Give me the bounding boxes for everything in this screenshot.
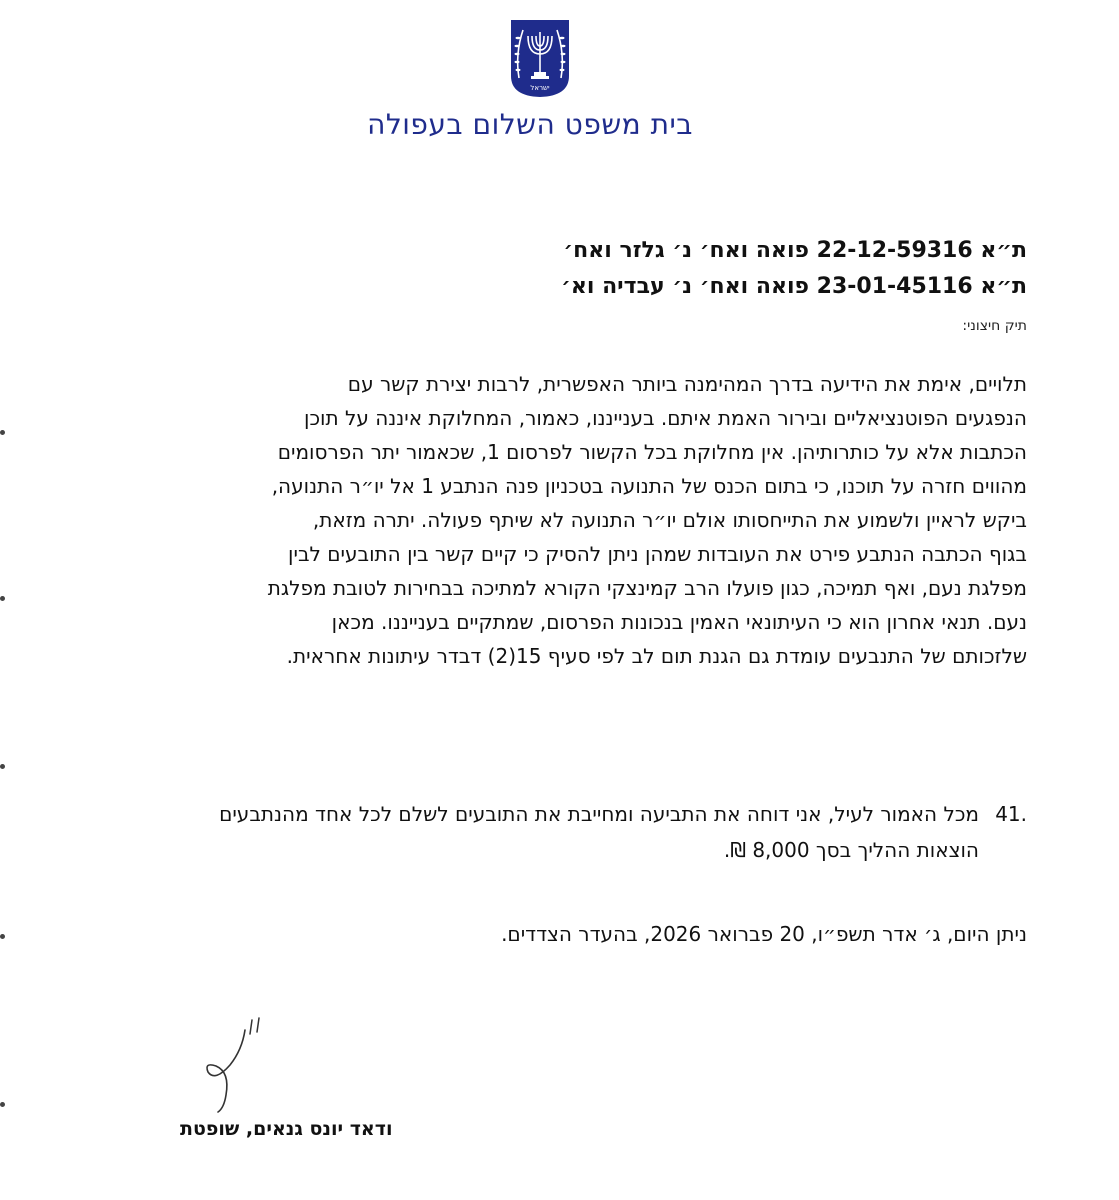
item-line: הוצאות ההליך בסך 8,000 ₪.	[723, 838, 979, 862]
given-date-line: ניתן היום, ג׳ אדר תשפ״ו, 20 פברואר 2026, בהעדר הצדדים.	[501, 922, 1027, 946]
item-body	[39, 796, 979, 868]
paragraph-line: מפלגת נעם, ואף תמיכה, כגון פועלו הרב קמינצקי הקורא למתיכה בבחירות לטובת מפלגת	[267, 576, 1027, 600]
paragraph-line: הנפגעים הפוטנציאליים ובירור האמת איתם. בענייננו, כאמור, המחלוקת איננה על תוכן	[304, 406, 1027, 430]
case-numbers	[427, 233, 1027, 305]
emblem-text: ישראל	[530, 84, 550, 92]
paragraph-line: ביקש לראיין ולשמוע את התייחסותו אולם יו״ר התנועה לא שיתף פעולה. יתרה מזאת,	[312, 508, 1027, 532]
item-line: מכל האמור לעיל, אני דוחה את התביעה ומחייבת את התובעים לשלם לכל אחד מהנתבעים	[219, 802, 979, 826]
state-emblem-icon	[509, 18, 571, 98]
paragraph-line: נעם. תנאי אחרון הוא כי העיתונאי האמין בנכונות הפרסום, שמתקיים בענייננו. מכאן	[331, 610, 1027, 634]
margin-mark	[0, 430, 5, 435]
external-file-label: תיק חיצוני:	[962, 318, 1027, 334]
paragraph-line: שלזכותם של התנבעים עומדת גם הגנת תום לב לפי סעיף 15(2) דבדר עיתונות אחראית.	[286, 644, 1027, 668]
case-line: ת״א 22-12-59316 פואה ואח׳ נ׳ גלזר ואח׳	[563, 238, 1027, 263]
margin-mark	[0, 764, 5, 769]
paragraph-line: בגוף הכתבה הנתבע פירט את העובדות שמהן ניתן להסיק כי קיים קשר בין התובעים לבין	[288, 542, 1027, 566]
judgment-paragraph	[47, 367, 1027, 673]
paragraph-line: מהווים חזרה על תוכנו, כי בתום הכנס של התנועה בטכניון פנה הנתבע 1 אל יו״ר התנועה,	[271, 474, 1027, 498]
margin-mark	[0, 1102, 5, 1107]
case-line: ת״א 23-01-45116 פואה ואח׳ נ׳ עבדיה וא׳	[561, 274, 1027, 299]
court-name: בית משפט השלום בעפולה	[367, 108, 693, 141]
margin-mark	[0, 934, 5, 939]
judge-name: ודאד יונס גנאים, שופטת	[180, 1118, 393, 1140]
paragraph-line: הכתבות אלא על כותרותיהן. אין מחלוקת בכל הקשור לפרסום 1, שכאמור יתר הפרסומים	[277, 440, 1027, 464]
margin-mark	[0, 596, 5, 601]
item-number: 41.	[995, 802, 1027, 826]
paragraph-line: תלויים, אימת את הידיעה בדרך המהימנה ביותר האפשרית, לרבות יצירת קשר עם	[347, 372, 1027, 396]
signature-image	[190, 1010, 280, 1115]
